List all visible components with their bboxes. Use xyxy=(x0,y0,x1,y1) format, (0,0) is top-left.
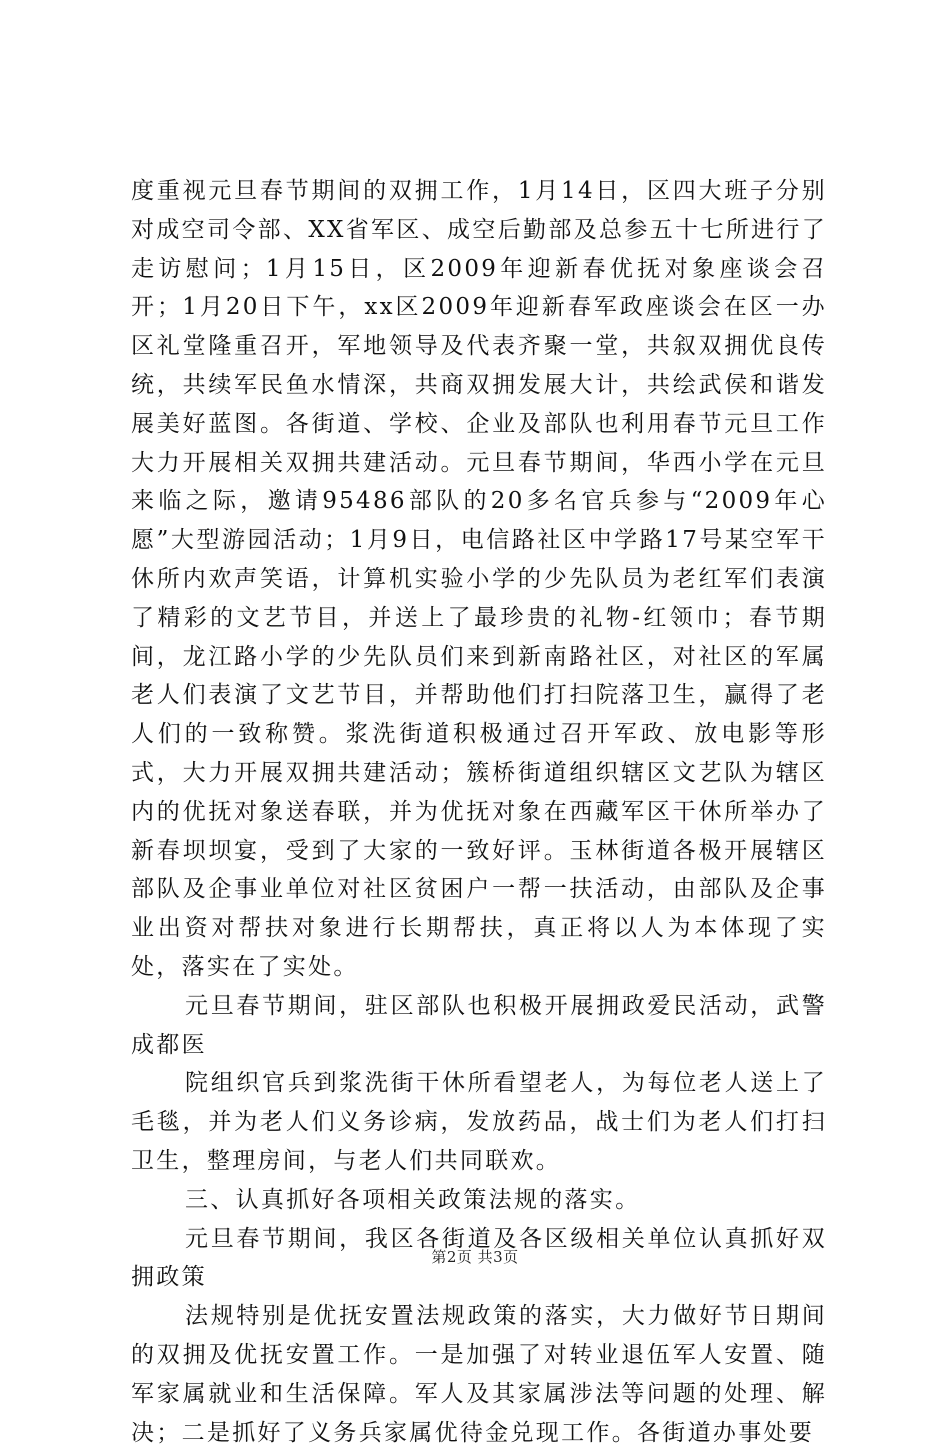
paragraph-3: 院组织官兵到浆洗街干休所看望老人，为每位老人送上了毛毯，并为老人们义务诊病，发放药品，战士们为老人们打扫卫生，整理房间，与老人们共同联欢。 xyxy=(131,1070,827,1174)
paragraph-1: 度重视元旦春节期间的双拥工作，1月14日，区四大班子分别对成空司令部、XX省军区、成空后勤部及总参五十七所进行了走访慰问；1月15日，区2009年迎新春优抚对象座谈会召开；1月20日下午，xx区2009年迎新春军政座谈会在区一办区礼堂隆重召开，军地领导及代表齐聚一堂，共叙双拥优良传统，共续军民鱼水情深，共商双拥发展大计，共绘武侯和谐发展美好蓝图。各街道、学校、企业及部队也利用春节元旦工作大力开展相关双拥共建活动。元旦春节期间，华西小学在元旦来临之际，邀请95486部队的20多名官兵参与“2009年心愿”大型游园活动；1月9日，电信路社区中学路17号某空军干休所内欢声笑语，计算机实验小学的少先队员为老红军们表演了精彩的文艺节目，并送上了最珍贵的礼物-红领巾；春节期间，龙江路小学的少先队员们来到新南路社区，对社区的军属老人们表演了文艺节目，并帮助他们打扫院落卫生，赢得了老人们的一致称赞。浆洗街道积极通过召开军政、放电影等形式，大力开展双拥共建活动；簇桥街道组织辖区文艺队为辖区内的优抚对象送春联，并为优抚对象在西藏军区干休所举办了新春坝坝宴，受到了大家的一致好评。玉林街道各极开展辖区部队及企事业单位对社区贫困户一帮一扶活动，由部队及企事业出资对帮扶对象进行长期帮扶，真正将以人为本体现了实处，落实在了实处。 xyxy=(131,178,827,980)
page-number-footer: 第2页 共3页 xyxy=(431,1248,519,1266)
section-heading-3: 三、认真抓好各项相关政策法规的落实。 xyxy=(185,1186,641,1213)
paragraph-6: 法规特别是优抚安置法规政策的落实，大力做好节日期间的双拥及优抚安置工作。一是加强了对转业退伍军人安置、随军家属就业和生活保障。军人及其家属涉法等问题的处理、解决；二是抓好了义务兵家属优待金兑现工作。各街道办事处要 xyxy=(131,1303,827,1446)
paragraph-2: 元旦春节期间，驻区部队也积极开展拥政爱民活动，武警成都医 xyxy=(131,992,827,1058)
paragraph-5: 元旦春节期间，我区各街道及各区级相关单位认真抓好双拥政策 xyxy=(131,1225,827,1291)
